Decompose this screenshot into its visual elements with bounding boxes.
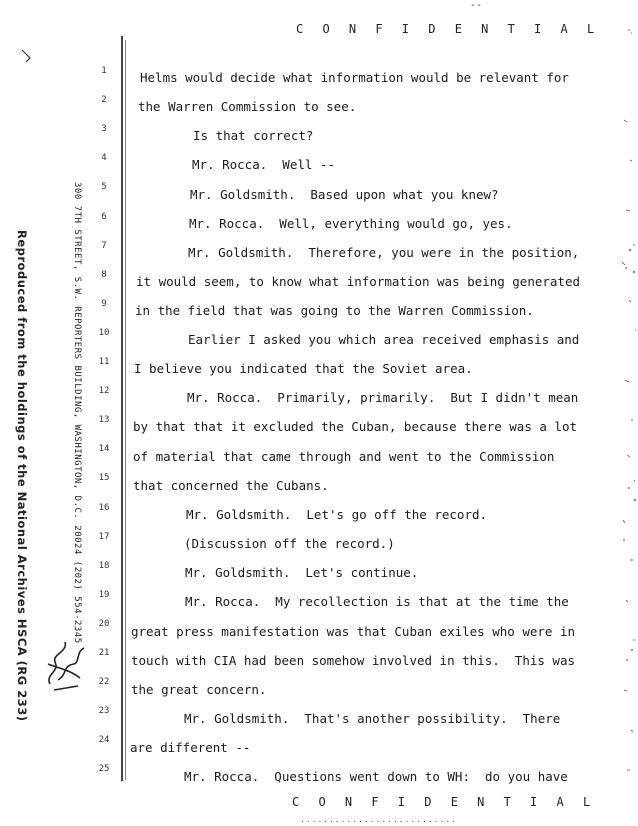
line-number: 6 xyxy=(101,212,107,222)
line-number: 2 xyxy=(101,95,107,105)
transcript-line: Mr. Rocca. Well, everything would go, yes. xyxy=(189,216,513,231)
transcript-line: in the field that was going to the Warren Commission. xyxy=(135,303,534,318)
transcript-line: Earlier I asked you which area received emphasis and xyxy=(188,332,580,347)
transcript-line: Mr. Goldsmith. Therefore, you were in the position, xyxy=(188,245,580,260)
transcript-line: Mr. Rocca. My recollection is that at the time the xyxy=(185,594,569,609)
line-number: 3 xyxy=(101,124,107,134)
line-number: 4 xyxy=(101,153,107,163)
margin-rule xyxy=(121,36,123,781)
transcript-line: by that that it excluded the Cuban, because there was a lot xyxy=(133,419,578,434)
line-number: 14 xyxy=(98,444,110,454)
transcript-line: Mr. Rocca. Well -- xyxy=(192,157,335,172)
transcript-line: are different -- xyxy=(130,740,251,755)
archive-side-note: Reproduced from the holdings of the National Archives HSCA (RG 233) xyxy=(15,230,29,722)
line-number: 11 xyxy=(98,357,110,367)
transcript-line: it would seem, to know what information was being generated xyxy=(136,274,581,289)
line-number: 25 xyxy=(98,764,110,774)
line-number: 17 xyxy=(98,532,110,542)
line-number: 12 xyxy=(98,386,110,396)
line-number: 8 xyxy=(101,270,107,280)
line-number: 23 xyxy=(98,706,110,716)
transcript-line: Mr. Rocca. Primarily, primarily. But I didn't mean xyxy=(187,390,579,405)
transcript-line: the great concern. xyxy=(131,682,267,697)
line-number: 20 xyxy=(98,619,110,629)
line-number: 18 xyxy=(98,561,110,571)
line-number: 7 xyxy=(101,241,107,251)
scan-mark-icon xyxy=(20,48,40,68)
confidential-header: C O N F I D E N T I A L xyxy=(296,22,601,36)
transcript-line: the Warren Commission to see. xyxy=(138,99,357,114)
page-number-fragment: -- xyxy=(470,0,483,11)
margin-rule-inner xyxy=(125,40,126,780)
transcript-line: I believe you indicated that the Soviet area. xyxy=(134,361,473,376)
transcript-line: of material that came through and went to the Commission xyxy=(133,449,555,464)
line-number: 1 xyxy=(101,66,107,76)
line-number: 21 xyxy=(98,648,110,658)
transcript-line: Is that correct? xyxy=(193,128,314,143)
line-number: 22 xyxy=(98,677,110,687)
transcript-line: that concerned the Cubans. xyxy=(133,478,329,493)
transcript-line: Mr. Rocca. Questions went down to WH: do you have xyxy=(184,769,568,784)
reporter-side-note: 300 7TH STREET, S.W. REPORTERS BUILDING, WASHINGTON, D.C. 20024 (202) 554-2345 xyxy=(72,182,82,644)
confidential-footer: C O N F I D E N T I A L xyxy=(292,795,597,809)
transcript-line: Mr. Goldsmith. Let's continue. xyxy=(185,565,419,580)
transcript-line: Mr. Goldsmith. Let's go off the record. xyxy=(186,507,488,522)
transcript-line: touch with CIA had been somehow involved in this. This was xyxy=(131,653,576,668)
line-number: 9 xyxy=(101,299,107,309)
footer-fragment: ........................... xyxy=(300,815,458,824)
line-number: 5 xyxy=(101,182,107,192)
line-number: 15 xyxy=(98,473,110,483)
scan-edge-noise xyxy=(600,0,638,826)
transcript-line: (Discussion off the record.) xyxy=(184,536,395,551)
line-number: 13 xyxy=(98,415,110,425)
line-number: 16 xyxy=(98,503,110,513)
transcript-line: Helms would decide what information would be relevant for xyxy=(140,70,569,85)
signature-stamp-icon xyxy=(40,634,90,694)
line-number: 24 xyxy=(98,735,110,745)
line-number: 10 xyxy=(98,328,110,338)
line-number: 19 xyxy=(98,590,110,600)
transcript-line: Mr. Goldsmith. That's another possibility. There xyxy=(184,711,561,726)
transcript-line: Mr. Goldsmith. Based upon what you knew? xyxy=(190,187,499,202)
transcript-line: great press manifestation was that Cuban exiles who were in xyxy=(131,624,576,639)
